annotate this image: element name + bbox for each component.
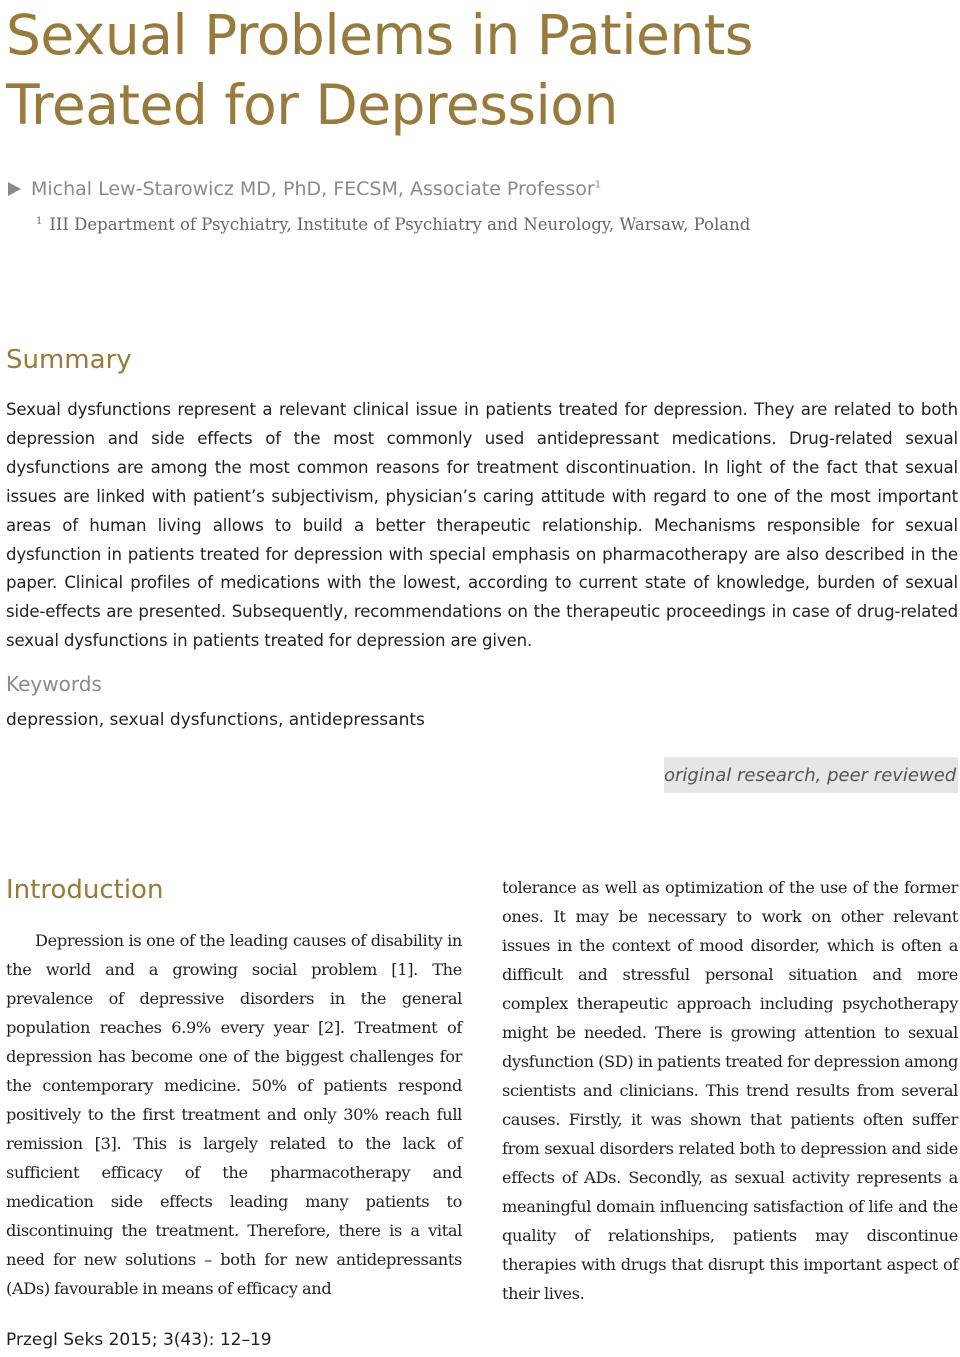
journal-citation: Przegl Seks 2015; 3(43): 12–19 (6, 1330, 272, 1350)
summary-text: Sexual dysfunctions represent a relevant clinical issue in patients treated for depression. They are related to both depression and side effects of the most commonly used antidepressant medications. Drug-related sexual dysfunctions are among the most common reasons for treatment discontinuation. In light of the fact that sexual issues are linked with patient’s subjectivism, physician’s caring attitude with regard to one of the most important areas of human living allows to build a better therapeutic relationship. Mechanisms responsible for sexual dysfunction in patients treated for depression with special emphasis on pharmacotherapy are also described in the paper. Clinical profiles of medications with the lowest, according to current state of knowledge, burden of sexual side-effects are presented. Subsequently, recommendations on the therapeutic proceedings in case of drug-related sexual dysfunctions in patients treated for depression are given. (6, 400, 958, 651)
introduction-heading: Introduction (6, 875, 164, 905)
article-title: Sexual Problems in Patients Treated for Depression (6, 3, 753, 137)
affiliation-text: III Department of Psychiatry, Institute of Psychiatry and Neurology, Warsaw, Poland (49, 215, 751, 234)
affiliation-marker: 1 (36, 215, 43, 227)
article-type-badge: original research, peer reviewed (664, 757, 958, 793)
introduction-right-column: tolerance as well as optimization of the use of the former ones. It may be necessary to work on other relevant issues in the context of mood disorder, which is often a difficult and stressful personal situation and more complex therapeutic approach including psychotherapy might be needed. There is growing attention to sexual dysfunction (SD) in patients treated for depression among scientists and clinicians. This trend results from several causes. Firstly, it was shown that patients often suffer from sexual disorders related both to depression and side effects of ADs. Secondly, as sexual activity represents a meaningful domain influencing satisfaction of life and the quality of relationships, patients may discontinue therapies with drugs that disrupt this important aspect of their lives. (502, 878, 958, 1303)
affiliation (36, 212, 750, 238)
author-affiliation-marker: 1 (594, 179, 602, 191)
triangle-bullet-icon (8, 182, 21, 196)
introduction-left-column: Depression is one of the leading causes of disability in the world and a growing social problem [1]. The prevalence of depressive disorders in the general population reaches 6.9% every year [2]. Treatment of depression has become one of the biggest challenges for the contemporary medicine. 50% of patients respond positively to the first treatment and only 30% reach full remission [3]. This is largely related to the lack of sufficient efficacy of the pharmacotherapy and medication side effects leading many patients to discontinuing the treatment. Therefore, there is a vital need for new solutions – both for new antidepressants (ADs) favourable in means of efficacy and (6, 931, 462, 1298)
keywords-heading: Keywords (6, 672, 102, 696)
author-name: Michal Lew-Starowicz MD, PhD, FECSM, Associate Professor (31, 178, 595, 200)
keywords-text: depression, sexual dysfunctions, antidepressants (6, 710, 425, 730)
author-line (8, 176, 601, 202)
summary-heading: Summary (6, 345, 132, 375)
